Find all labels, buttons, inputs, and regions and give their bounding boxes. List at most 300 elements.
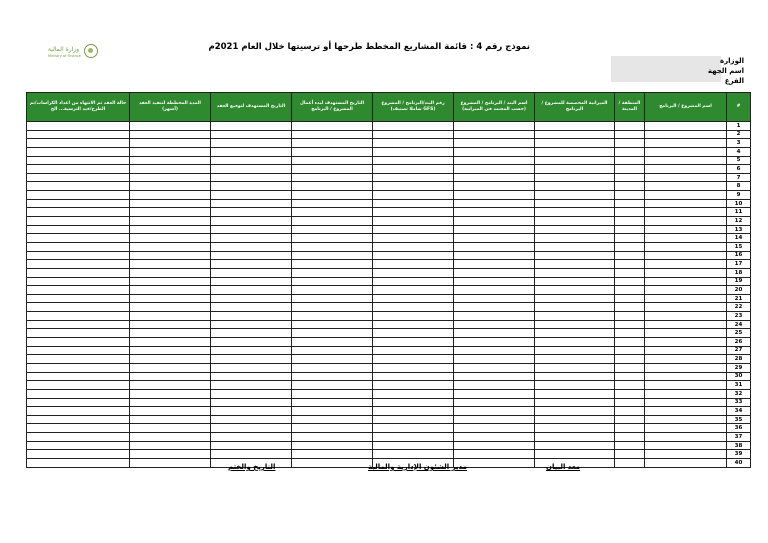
table-cell[interactable] [292, 191, 373, 200]
table-cell[interactable] [27, 191, 130, 200]
table-cell[interactable] [27, 268, 130, 277]
table-cell[interactable] [27, 139, 130, 148]
table-cell[interactable] [130, 225, 211, 234]
table-cell[interactable] [454, 260, 535, 269]
table-cell[interactable] [615, 156, 645, 165]
table-cell[interactable] [615, 372, 645, 381]
table-cell[interactable] [373, 156, 454, 165]
table-cell[interactable] [535, 346, 615, 355]
table-cell[interactable] [535, 381, 615, 390]
table-cell[interactable] [615, 251, 645, 260]
table-cell[interactable] [454, 398, 535, 407]
table-cell[interactable] [454, 415, 535, 424]
table-cell[interactable] [535, 372, 615, 381]
table-cell[interactable] [373, 268, 454, 277]
table-cell[interactable] [535, 242, 615, 251]
table-cell[interactable] [211, 208, 292, 217]
table-cell[interactable] [292, 407, 373, 416]
table-cell[interactable] [373, 372, 454, 381]
table-cell[interactable] [130, 234, 211, 243]
table-cell[interactable] [615, 286, 645, 295]
table-cell[interactable] [615, 199, 645, 208]
table-cell[interactable] [373, 122, 454, 131]
table-cell[interactable] [211, 338, 292, 347]
table-cell[interactable] [454, 441, 535, 450]
table-cell[interactable] [292, 139, 373, 148]
table-cell[interactable] [211, 407, 292, 416]
table-cell[interactable] [373, 139, 454, 148]
table-cell[interactable] [27, 320, 130, 329]
table-cell[interactable] [535, 303, 615, 312]
table-cell[interactable] [454, 130, 535, 139]
table-cell[interactable] [454, 139, 535, 148]
table-cell[interactable] [130, 381, 211, 390]
table-cell[interactable] [535, 355, 615, 364]
table-cell[interactable] [373, 165, 454, 174]
table-cell[interactable] [292, 312, 373, 321]
table-cell[interactable] [211, 355, 292, 364]
table-cell[interactable] [27, 407, 130, 416]
table-cell[interactable] [615, 147, 645, 156]
table-cell[interactable] [615, 242, 645, 251]
table-cell[interactable] [211, 389, 292, 398]
table-cell[interactable] [454, 242, 535, 251]
table-cell[interactable] [615, 320, 645, 329]
table-cell[interactable] [615, 165, 645, 174]
table-cell[interactable] [615, 407, 645, 416]
table-cell[interactable] [535, 312, 615, 321]
table-cell[interactable] [292, 415, 373, 424]
table-cell[interactable] [27, 165, 130, 174]
table-cell[interactable] [130, 389, 211, 398]
table-cell[interactable] [27, 346, 130, 355]
table-cell[interactable] [645, 363, 727, 372]
table-cell[interactable] [645, 277, 727, 286]
table-cell[interactable] [535, 139, 615, 148]
table-cell[interactable] [27, 363, 130, 372]
table-cell[interactable] [615, 294, 645, 303]
table-cell[interactable] [130, 208, 211, 217]
table-cell[interactable] [373, 208, 454, 217]
table-cell[interactable] [615, 312, 645, 321]
table-cell[interactable] [535, 294, 615, 303]
table-cell[interactable] [27, 294, 130, 303]
table-cell[interactable] [535, 433, 615, 442]
table-cell[interactable] [373, 433, 454, 442]
table-cell[interactable] [454, 433, 535, 442]
table-cell[interactable] [292, 130, 373, 139]
table-cell[interactable] [292, 458, 373, 467]
table-cell[interactable] [211, 363, 292, 372]
table-cell[interactable] [130, 294, 211, 303]
table-cell[interactable] [211, 372, 292, 381]
table-cell[interactable] [454, 424, 535, 433]
table-cell[interactable] [130, 363, 211, 372]
table-cell[interactable] [211, 225, 292, 234]
table-cell[interactable] [373, 191, 454, 200]
table-cell[interactable] [130, 433, 211, 442]
table-cell[interactable] [211, 441, 292, 450]
table-cell[interactable] [130, 122, 211, 131]
table-cell[interactable] [130, 355, 211, 364]
table-cell[interactable] [373, 260, 454, 269]
table-cell[interactable] [535, 338, 615, 347]
table-cell[interactable] [454, 234, 535, 243]
table-cell[interactable] [373, 242, 454, 251]
table-cell[interactable] [615, 329, 645, 338]
table-cell[interactable] [615, 398, 645, 407]
table-cell[interactable] [645, 372, 727, 381]
table-cell[interactable] [292, 208, 373, 217]
table-cell[interactable] [27, 389, 130, 398]
table-cell[interactable] [292, 433, 373, 442]
table-cell[interactable] [454, 217, 535, 226]
table-cell[interactable] [211, 286, 292, 295]
table-cell[interactable] [615, 122, 645, 131]
table-cell[interactable] [645, 260, 727, 269]
table-cell[interactable] [211, 130, 292, 139]
table-cell[interactable] [373, 182, 454, 191]
table-cell[interactable] [373, 407, 454, 416]
table-cell[interactable] [645, 415, 727, 424]
table-cell[interactable] [27, 433, 130, 442]
table-cell[interactable] [27, 156, 130, 165]
table-cell[interactable] [130, 251, 211, 260]
table-cell[interactable] [211, 303, 292, 312]
table-cell[interactable] [130, 147, 211, 156]
table-cell[interactable] [27, 458, 130, 467]
table-cell[interactable] [292, 389, 373, 398]
table-cell[interactable] [454, 450, 535, 459]
table-cell[interactable] [130, 242, 211, 251]
table-cell[interactable] [645, 312, 727, 321]
table-cell[interactable] [130, 415, 211, 424]
table-cell[interactable] [535, 277, 615, 286]
table-cell[interactable] [373, 286, 454, 295]
table-cell[interactable] [27, 450, 130, 459]
table-cell[interactable] [211, 156, 292, 165]
table-cell[interactable] [27, 312, 130, 321]
table-cell[interactable] [130, 173, 211, 182]
table-cell[interactable] [130, 260, 211, 269]
table-cell[interactable] [645, 355, 727, 364]
table-cell[interactable] [373, 217, 454, 226]
table-cell[interactable] [292, 225, 373, 234]
table-cell[interactable] [27, 225, 130, 234]
table-cell[interactable] [645, 199, 727, 208]
table-cell[interactable] [373, 312, 454, 321]
table-cell[interactable] [211, 147, 292, 156]
table-cell[interactable] [535, 182, 615, 191]
table-cell[interactable] [454, 363, 535, 372]
table-cell[interactable] [615, 234, 645, 243]
table-cell[interactable] [645, 329, 727, 338]
table-cell[interactable] [292, 122, 373, 131]
table-cell[interactable] [130, 441, 211, 450]
table-cell[interactable] [373, 225, 454, 234]
table-cell[interactable] [292, 156, 373, 165]
table-cell[interactable] [211, 346, 292, 355]
table-cell[interactable] [645, 234, 727, 243]
table-cell[interactable] [27, 381, 130, 390]
table-cell[interactable] [27, 303, 130, 312]
table-cell[interactable] [373, 251, 454, 260]
table-cell[interactable] [130, 338, 211, 347]
table-cell[interactable] [454, 303, 535, 312]
table-cell[interactable] [645, 182, 727, 191]
table-cell[interactable] [645, 458, 727, 467]
table-cell[interactable] [454, 147, 535, 156]
table-cell[interactable] [27, 424, 130, 433]
table-cell[interactable] [454, 389, 535, 398]
table-cell[interactable] [645, 268, 727, 277]
table-cell[interactable] [292, 173, 373, 182]
table-cell[interactable] [535, 191, 615, 200]
table-cell[interactable] [615, 433, 645, 442]
table-cell[interactable] [645, 424, 727, 433]
table-cell[interactable] [130, 191, 211, 200]
table-cell[interactable] [27, 329, 130, 338]
table-cell[interactable] [130, 130, 211, 139]
table-cell[interactable] [373, 199, 454, 208]
table-cell[interactable] [292, 329, 373, 338]
table-cell[interactable] [373, 363, 454, 372]
table-cell[interactable] [130, 139, 211, 148]
table-cell[interactable] [27, 242, 130, 251]
table-cell[interactable] [535, 122, 615, 131]
table-cell[interactable] [373, 415, 454, 424]
table-cell[interactable] [454, 372, 535, 381]
table-cell[interactable] [373, 234, 454, 243]
table-cell[interactable] [292, 338, 373, 347]
table-cell[interactable] [615, 389, 645, 398]
table-cell[interactable] [615, 217, 645, 226]
table-cell[interactable] [535, 441, 615, 450]
table-cell[interactable] [373, 320, 454, 329]
table-cell[interactable] [645, 130, 727, 139]
table-cell[interactable] [615, 130, 645, 139]
table-cell[interactable] [373, 303, 454, 312]
table-cell[interactable] [454, 346, 535, 355]
table-cell[interactable] [211, 294, 292, 303]
table-cell[interactable] [292, 441, 373, 450]
table-cell[interactable] [292, 165, 373, 174]
table-cell[interactable] [292, 277, 373, 286]
table-cell[interactable] [615, 338, 645, 347]
table-cell[interactable] [645, 208, 727, 217]
table-cell[interactable] [130, 199, 211, 208]
table-cell[interactable] [373, 338, 454, 347]
table-cell[interactable] [292, 182, 373, 191]
table-cell[interactable] [373, 355, 454, 364]
table-cell[interactable] [211, 122, 292, 131]
table-cell[interactable] [615, 415, 645, 424]
table-cell[interactable] [615, 191, 645, 200]
table-cell[interactable] [454, 338, 535, 347]
table-cell[interactable] [211, 251, 292, 260]
table-cell[interactable] [535, 320, 615, 329]
table-cell[interactable] [535, 268, 615, 277]
table-cell[interactable] [615, 441, 645, 450]
table-cell[interactable] [535, 415, 615, 424]
table-cell[interactable] [373, 329, 454, 338]
table-cell[interactable] [292, 251, 373, 260]
table-cell[interactable] [211, 277, 292, 286]
table-cell[interactable] [615, 208, 645, 217]
table-cell[interactable] [535, 286, 615, 295]
table-cell[interactable] [373, 147, 454, 156]
table-cell[interactable] [645, 286, 727, 295]
table-cell[interactable] [535, 130, 615, 139]
table-cell[interactable] [535, 450, 615, 459]
table-cell[interactable] [211, 329, 292, 338]
table-cell[interactable] [27, 277, 130, 286]
table-cell[interactable] [615, 268, 645, 277]
table-cell[interactable] [211, 268, 292, 277]
table-cell[interactable] [535, 156, 615, 165]
table-cell[interactable] [535, 424, 615, 433]
table-cell[interactable] [373, 381, 454, 390]
table-cell[interactable] [373, 424, 454, 433]
table-cell[interactable] [27, 398, 130, 407]
table-cell[interactable] [535, 234, 615, 243]
table-cell[interactable] [27, 199, 130, 208]
table-cell[interactable] [535, 329, 615, 338]
table-cell[interactable] [645, 346, 727, 355]
table-cell[interactable] [535, 260, 615, 269]
table-cell[interactable] [27, 415, 130, 424]
table-cell[interactable] [373, 441, 454, 450]
table-cell[interactable] [292, 234, 373, 243]
table-cell[interactable] [535, 165, 615, 174]
table-cell[interactable] [292, 217, 373, 226]
table-cell[interactable] [373, 130, 454, 139]
table-cell[interactable] [292, 320, 373, 329]
table-cell[interactable] [27, 147, 130, 156]
table-cell[interactable] [615, 424, 645, 433]
table-cell[interactable] [454, 277, 535, 286]
table-cell[interactable] [373, 450, 454, 459]
table-cell[interactable] [27, 208, 130, 217]
table-cell[interactable] [615, 303, 645, 312]
meta-input-box[interactable] [611, 56, 721, 82]
table-cell[interactable] [211, 139, 292, 148]
table-cell[interactable] [211, 450, 292, 459]
table-cell[interactable] [645, 122, 727, 131]
table-cell[interactable] [645, 191, 727, 200]
table-cell[interactable] [27, 217, 130, 226]
table-cell[interactable] [454, 173, 535, 182]
table-cell[interactable] [292, 450, 373, 459]
table-cell[interactable] [27, 122, 130, 131]
table-cell[interactable] [292, 286, 373, 295]
table-cell[interactable] [27, 260, 130, 269]
table-cell[interactable] [373, 277, 454, 286]
table-cell[interactable] [535, 208, 615, 217]
table-cell[interactable] [454, 407, 535, 416]
table-cell[interactable] [454, 122, 535, 131]
table-cell[interactable] [292, 398, 373, 407]
table-cell[interactable] [211, 312, 292, 321]
table-cell[interactable] [27, 251, 130, 260]
table-cell[interactable] [211, 234, 292, 243]
table-cell[interactable] [130, 303, 211, 312]
table-cell[interactable] [373, 173, 454, 182]
table-cell[interactable] [615, 173, 645, 182]
table-cell[interactable] [130, 458, 211, 467]
table-cell[interactable] [130, 346, 211, 355]
table-cell[interactable] [27, 286, 130, 295]
table-cell[interactable] [454, 191, 535, 200]
table-cell[interactable] [292, 199, 373, 208]
table-cell[interactable] [535, 217, 615, 226]
table-cell[interactable] [615, 450, 645, 459]
table-cell[interactable] [535, 407, 615, 416]
table-cell[interactable] [615, 139, 645, 148]
table-cell[interactable] [615, 277, 645, 286]
table-cell[interactable] [130, 329, 211, 338]
table-cell[interactable] [211, 242, 292, 251]
table-cell[interactable] [373, 294, 454, 303]
table-cell[interactable] [130, 320, 211, 329]
table-cell[interactable] [535, 251, 615, 260]
table-cell[interactable] [211, 165, 292, 174]
table-cell[interactable] [27, 182, 130, 191]
table-cell[interactable] [27, 338, 130, 347]
table-cell[interactable] [615, 346, 645, 355]
table-cell[interactable] [645, 147, 727, 156]
table-cell[interactable] [645, 251, 727, 260]
table-cell[interactable] [454, 251, 535, 260]
table-cell[interactable] [373, 346, 454, 355]
table-cell[interactable] [211, 191, 292, 200]
table-cell[interactable] [211, 398, 292, 407]
table-cell[interactable] [292, 372, 373, 381]
table-cell[interactable] [292, 424, 373, 433]
table-cell[interactable] [645, 165, 727, 174]
table-cell[interactable] [292, 303, 373, 312]
table-cell[interactable] [130, 398, 211, 407]
table-cell[interactable] [27, 130, 130, 139]
table-cell[interactable] [292, 147, 373, 156]
table-cell[interactable] [454, 286, 535, 295]
table-cell[interactable] [454, 268, 535, 277]
table-cell[interactable] [615, 458, 645, 467]
table-cell[interactable] [27, 234, 130, 243]
table-cell[interactable] [454, 182, 535, 191]
table-cell[interactable] [292, 346, 373, 355]
table-cell[interactable] [130, 407, 211, 416]
table-cell[interactable] [130, 156, 211, 165]
table-cell[interactable] [211, 173, 292, 182]
table-cell[interactable] [454, 312, 535, 321]
table-cell[interactable] [535, 199, 615, 208]
table-cell[interactable] [130, 286, 211, 295]
table-cell[interactable] [454, 156, 535, 165]
table-cell[interactable] [454, 355, 535, 364]
table-cell[interactable] [373, 389, 454, 398]
table-cell[interactable] [645, 441, 727, 450]
table-cell[interactable] [645, 389, 727, 398]
table-cell[interactable] [292, 268, 373, 277]
table-cell[interactable] [535, 225, 615, 234]
table-cell[interactable] [535, 389, 615, 398]
table-cell[interactable] [211, 217, 292, 226]
table-cell[interactable] [211, 260, 292, 269]
table-cell[interactable] [130, 182, 211, 191]
table-cell[interactable] [535, 173, 615, 182]
table-cell[interactable] [211, 320, 292, 329]
